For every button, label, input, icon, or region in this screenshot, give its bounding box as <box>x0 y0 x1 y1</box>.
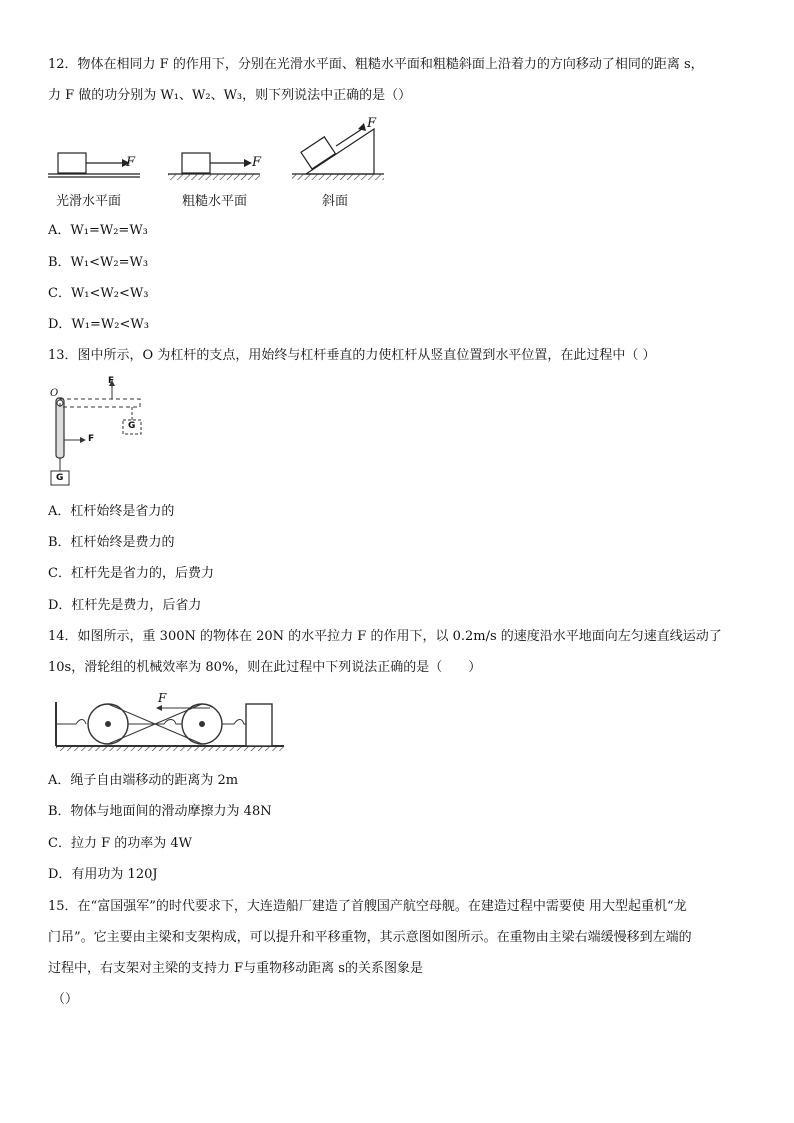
q13-force-label-side: F <box>88 434 95 444</box>
q15-stem-line3: 过程中，右支架对主梁的支持力 F与重物移动距离 s的关系图象是 <box>48 961 423 976</box>
q12-option-c: C．W₁<W₂<W₃ <box>48 286 149 301</box>
q15-stem-line2: 门吊”。它主要由主梁和支架构成，可以提升和平移重物，其示意图如图所示。在重物由主梁右端缓慢移到左端的 <box>48 930 692 945</box>
q12-caption-incline: 斜面 <box>322 194 349 209</box>
q14-stem-line1: 14．如图所示，重 300N 的物体在 20N 的水平拉力 F 的作用下，以 0.2m/s 的速度沿水平地面向左匀速直线运动了 <box>48 629 722 644</box>
q15-stem-line1: 15．在“富国强军”的时代要求下，大连造船厂建造了首艘国产航空母舰。在建造过程中需要使 用大型起重机“龙 <box>48 899 687 914</box>
q14-stem-line2: 10s，滑轮组的机械效率为 80%，则在此过程中下列说法正确的是（ ） <box>48 660 482 675</box>
rough-plane-diagram <box>168 153 260 180</box>
q14-option-d: D．有用功为 120J <box>48 867 158 882</box>
q14-option-c: C．拉力 F 的功率为 4W <box>48 836 192 851</box>
incline-diagram <box>292 123 384 180</box>
q12-force-label-2: F <box>252 155 262 170</box>
q14-option-a: A．绳子自由端移动的距离为 2m <box>48 773 239 788</box>
q14-pulley-figure <box>52 688 286 752</box>
q12-caption-rough: 粗糙水平面 <box>182 194 248 209</box>
q13-weight-label-dashed: G <box>128 421 136 431</box>
q12-option-b: B．W₁<W₂=W₃ <box>48 255 149 270</box>
q12-stem-line2: 力 F 做的功分别为 W₁、W₂、W₃，则下列说法中正确的是（） <box>48 88 412 103</box>
q14-force-label: F <box>158 691 167 705</box>
q12-force-label-1: F <box>126 155 136 170</box>
q12-caption-smooth: 光滑水平面 <box>56 194 122 209</box>
q13-force-label-top: F <box>108 376 115 386</box>
q12-stem-line1: 12．物体在相同力 F 的作用下，分别在光滑水平面、粗糙水平面和粗糙斜面上沿着力的方向移动了相同的距离 s， <box>48 57 704 72</box>
q15-stem-line4: （） <box>52 992 79 1007</box>
q12-option-a: A．W₁=W₂=W₃ <box>48 223 148 238</box>
q13-option-a: A．杠杆始终是省力的 <box>48 504 175 519</box>
q13-pivot-label: O <box>50 388 59 399</box>
q13-option-d: D．杠杆先是费力，后省力 <box>48 598 202 613</box>
q14-option-b: B．物体与地面间的滑动摩擦力为 48N <box>48 804 272 819</box>
q13-option-c: C．杠杆先是省力的，后费力 <box>48 566 214 581</box>
q12-option-d: D．W₁=W₂<W₃ <box>48 317 149 332</box>
q12-force-label-3: F <box>367 116 377 131</box>
q13-stem-line1: 13．图中所示，O 为杠杆的支点，用始终与杠杆垂直的力使杠杆从竖直位置到水平位置，在此过程中（ ） <box>48 348 656 363</box>
q13-option-b: B．杠杆始终是费力的 <box>48 535 175 550</box>
q13-weight-label: G <box>56 473 64 483</box>
